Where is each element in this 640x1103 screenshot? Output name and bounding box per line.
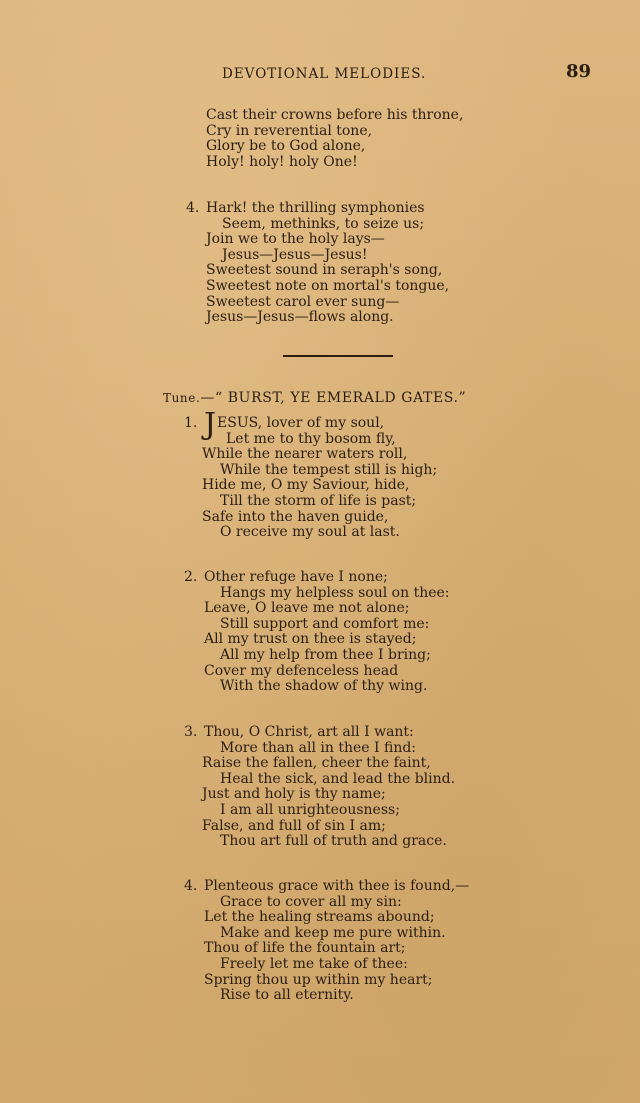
verse-line: Holy! holy! holy One! — [206, 153, 358, 170]
verse-line: Sweetest sound in seraph's song, — [206, 262, 443, 279]
tune-name: —“ BURST, YE EMERALD GATES.” — [200, 390, 467, 406]
verse-number: 2. — [184, 569, 198, 585]
verse-line: Other refuge have I none; — [204, 569, 388, 585]
drop-cap: J — [204, 407, 217, 442]
continued-verse — [206, 108, 463, 170]
verse-line: Hide me, O my Saviour, hide, — [202, 477, 410, 494]
verse-line: Still support and comfort me: — [220, 615, 430, 632]
verse-number: 4. — [184, 878, 198, 894]
verse-line: Safe into the haven guide, — [202, 508, 389, 525]
verse-line: Spring thou up within my heart; — [204, 971, 433, 988]
verse-line: Seem, methinks, to seize us; — [222, 215, 425, 232]
tune-label: Tune. — [163, 391, 201, 405]
verse-line: Join we to the holy lays— — [206, 231, 385, 248]
verse-line: Raise the fallen, cheer the faint, — [202, 755, 431, 772]
verse-line: Freely let me take of thee: — [220, 955, 408, 972]
verse-line: Glory be to God alone, — [206, 138, 366, 155]
verse-line: Thou of life the fountain art; — [204, 940, 406, 957]
hymn-verse-4 — [184, 879, 469, 1004]
page-number: 89 — [566, 61, 592, 82]
verse-line: Hangs my helpless soul on thee: — [220, 584, 450, 601]
verse-line: Till the storm of life is past; — [220, 492, 417, 509]
verse-line: Cry in reverential tone, — [206, 122, 373, 139]
verse-line: Rise to all eternity. — [220, 987, 354, 1004]
verse-line: Just and holy is thy name; — [202, 786, 386, 803]
verse-line: False, and full of sin I am; — [202, 817, 386, 834]
verse-number: 3. — [184, 724, 198, 740]
verse-line: All my help from thee I bring; — [220, 646, 431, 663]
verse-line: Jesus—Jesus—Jesus! — [222, 246, 368, 263]
hymn-verse-2 — [184, 570, 450, 695]
verse-line: With the shadow of thy wing. — [220, 678, 428, 695]
verse-line: Hark! the thrilling symphonies — [206, 200, 425, 216]
tune-heading — [163, 390, 466, 406]
running-title: DEVOTIONAL MELODIES. — [222, 66, 427, 82]
verse-line: Make and keep me pure within. — [220, 924, 446, 941]
verse-line: Plenteous grace with thee is found,— — [204, 878, 470, 894]
verse-line: Cover my defenceless head — [204, 662, 399, 679]
verse-line: O receive my soul at last. — [220, 524, 400, 541]
verse-line: Thou, O Christ, art all I want: — [204, 724, 414, 740]
verse-line: Jesus—Jesus—flows along. — [206, 309, 394, 326]
hymn-verse-1 — [184, 407, 438, 541]
verse-line: While the tempest still is high; — [220, 461, 438, 478]
verse-number: 1. — [184, 415, 198, 431]
verse-line: Let the healing streams abound; — [204, 909, 435, 926]
verse-line: Cast their crowns before his throne, — [206, 107, 464, 123]
verse-line: All my trust on thee is stayed; — [204, 631, 417, 648]
verse-line: Leave, O leave me not alone; — [204, 600, 410, 617]
verse-line: Let me to thy bosom fly, — [226, 430, 396, 447]
verse-line: Sweetest note on mortal's tongue, — [206, 277, 450, 294]
verse-line: I am all unrighteousness; — [220, 801, 400, 818]
section-divider — [283, 355, 393, 357]
verse-line: ESUS, lover of my soul, — [217, 415, 385, 431]
verse-line: Thou art full of truth and grace. — [220, 833, 447, 850]
verse-number: 4. — [186, 200, 200, 216]
verse-line: Sweetest carol ever sung— — [206, 293, 400, 310]
verse-line: Grace to cover all my sin: — [220, 893, 402, 910]
verse-line: More than all in thee I find: — [220, 739, 417, 756]
verse-line: Heal the sick, and lead the blind. — [220, 770, 456, 787]
verse-line: While the nearer waters roll, — [202, 446, 408, 463]
hymn-verse-3 — [184, 725, 455, 850]
first-hymn-verse-4 — [186, 201, 449, 326]
